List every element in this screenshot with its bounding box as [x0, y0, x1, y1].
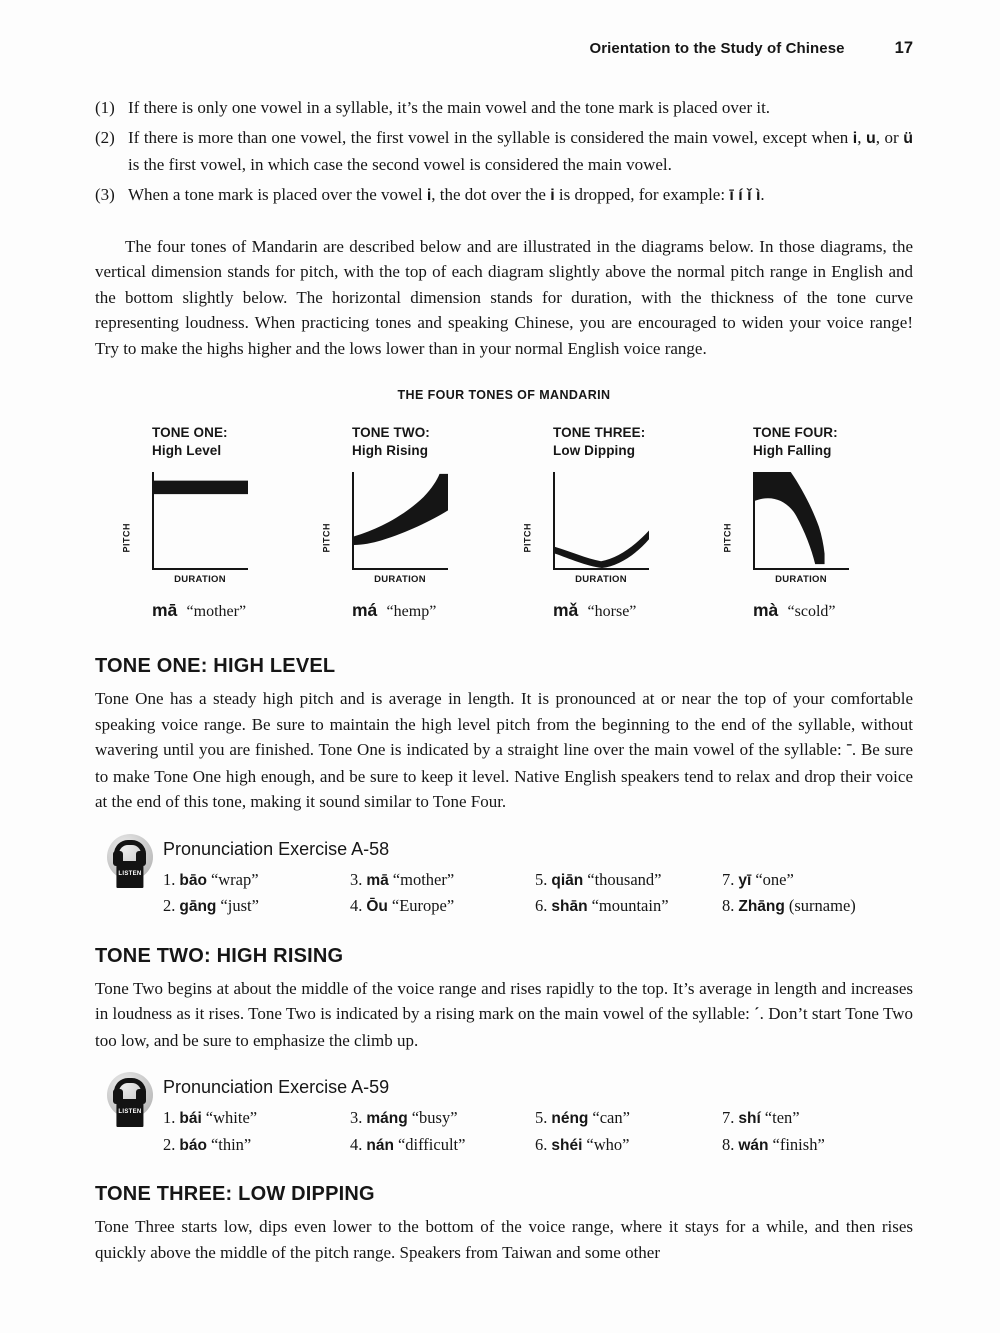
syllable: mā [152, 600, 178, 620]
exercise-column [350, 867, 535, 920]
exercise-column [722, 1105, 825, 1158]
item-gloss: “ten” [764, 1108, 800, 1127]
item-number: 8. [722, 1134, 735, 1154]
item-number: 4. [350, 1134, 363, 1154]
exercise-item [535, 1105, 722, 1132]
pronunciation-exercise-a59 [95, 1070, 913, 1158]
syllable-gloss: “mother” [186, 603, 247, 620]
item-pinyin: néng [551, 1110, 589, 1127]
exercise-item [535, 867, 722, 894]
exercise-item [722, 893, 856, 920]
tone-four-column [722, 424, 853, 625]
tone-title: TONE FOUR: [753, 425, 838, 440]
item-pinyin: shān [551, 898, 588, 915]
item-gloss: “difficult” [397, 1134, 466, 1154]
exercise-title: Pronunciation Exercise A-59 [163, 1077, 390, 1097]
four-tones-figure [95, 378, 913, 630]
tone-one-column [121, 424, 252, 625]
duration-axis-label: DURATION [575, 574, 627, 585]
item-number: 7. [722, 869, 735, 889]
exercise-item [535, 1132, 722, 1159]
item-text: When a tone mark is placed over the vowel i, the dot over the i is dropped, for example: ī í ǐ ì. [128, 185, 765, 204]
item-text: If there is more than one vowel, the first vowel in the syllable is considered the main vowel, except when i, u, or ü is the first vowel, in which case the second vowel is considered the main vowel. [128, 128, 913, 174]
item-pinyin: qiān [551, 871, 584, 889]
syllable-caption [553, 598, 653, 625]
item-pinyin: Ōu [366, 898, 388, 915]
item-number: 1. [163, 869, 176, 889]
tone-header [352, 424, 452, 459]
syllable-caption [352, 598, 452, 625]
exercise-column [163, 867, 350, 920]
item-gloss: “can” [592, 1108, 630, 1127]
item-gloss: “just” [220, 896, 259, 915]
high-falling-curve [755, 472, 849, 568]
section-heading-tone-one: TONE ONE: HIGH LEVEL [95, 655, 336, 677]
syllable-gloss: “hemp” [386, 603, 437, 620]
section-paragraph: Tone Three starts low, dips even lower to the bottom of the voice range, where it stays for a while, and then rises quickly above the middle of the pitch range. Speakers from Taiwan and some other [95, 1217, 913, 1262]
item-number: 7. [722, 1108, 735, 1127]
tone-four-chart [722, 472, 849, 570]
duration-axis-label: DURATION [775, 574, 827, 585]
exercise-title: Pronunciation Exercise A-58 [163, 838, 390, 859]
item-pinyin: Zhāng [738, 898, 785, 915]
exercise-item [535, 893, 722, 920]
item-pinyin: báo [179, 1136, 207, 1154]
item-pinyin: wán [738, 1136, 769, 1154]
item-text: If there is only one vowel in a syllable, it’s the main vowel and the tone mark is placed over it. [128, 97, 771, 117]
listen-label: LISTEN [116, 861, 143, 889]
item-marker: (3) [95, 185, 115, 204]
exercise-item [163, 893, 350, 920]
exercise-item [350, 1105, 535, 1132]
exercise-item [163, 867, 350, 894]
intro-paragraph: The four tones of Mandarin are described below and are illustrated in the diagrams below. In those diagrams, the vertical dimension stands for pitch, with the top of each diagram slightly above the normal pitch range in English and the bottom slightly below. The horizontal dimension stands for duration, with the thickness of the tone curve representing loudness. When practicing tones and speaking Chinese, you are encouraged to widen your voice range! Try to make the highs higher and the lows lower than in your normal English voice range. [95, 236, 913, 358]
item-gloss: “mother” [392, 869, 455, 889]
tone-subtitle: Low Dipping [553, 442, 636, 458]
exercise-word-list [163, 1105, 913, 1158]
section-heading-tone-two: TONE TWO: HIGH RISING [95, 944, 344, 967]
item-gloss: “one” [755, 869, 794, 889]
exercise-item [163, 1105, 350, 1132]
item-pinyin: shí [738, 1110, 761, 1127]
section-paragraph: Tone One has a steady high pitch and is average in length. It is pronounced at or near the top of your comfortable speaking voice range. Be sure to maintain the high level pitch from the beginning to the end of the syllable, without wavering until you are finished. Tone One is indicated by a straight line over the main vowel of the syllable: ˉ. Be sure to make Tone One high enough, and be sure to keep it level. Native English speakers tend to relax and drop their voice at the end of this tone, making it sound similar to Tone Four. [95, 689, 913, 811]
tone-title: TONE ONE: [152, 425, 228, 440]
tone-two-column [321, 424, 452, 625]
listen-label: LISTEN [116, 1099, 143, 1127]
pitch-axis-label: PITCH [722, 522, 733, 552]
exercise-item [722, 1105, 825, 1132]
item-gloss: “Europe” [391, 896, 455, 915]
exercise-item [722, 867, 856, 894]
item-number: 1. [163, 1108, 176, 1127]
duration-axis-label: DURATION [374, 574, 426, 585]
low-dipping-curve [555, 472, 649, 568]
exercise-body [163, 832, 913, 920]
item-number: 3. [350, 1108, 363, 1127]
list-item [95, 125, 913, 177]
exercise-column [350, 1105, 535, 1158]
item-marker: (2) [95, 128, 115, 147]
item-gloss: “who” [586, 1134, 630, 1154]
exercise-body [163, 1070, 913, 1158]
high-rising-curve [354, 472, 448, 568]
exercise-item [350, 1132, 535, 1159]
item-number: 6. [535, 896, 548, 915]
pronunciation-exercise-a58 [95, 832, 913, 920]
item-number: 5. [535, 869, 548, 889]
page-number: 17 [894, 39, 913, 57]
tone-subtitle: High Level [152, 442, 222, 458]
tone-three-column [522, 424, 653, 625]
listen-icon [107, 1072, 153, 1118]
tone-header [152, 424, 252, 459]
exercise-column [535, 867, 722, 920]
duration-axis-label: DURATION [174, 574, 226, 585]
tone-subtitle: High Falling [753, 442, 832, 458]
item-pinyin: bái [179, 1110, 202, 1127]
item-pinyin: nán [366, 1136, 394, 1154]
tone-three-chart [522, 472, 649, 570]
exercise-item [722, 1132, 825, 1159]
exercise-item [163, 1132, 350, 1159]
item-pinyin: mā [366, 871, 389, 889]
item-gloss: “finish” [772, 1134, 825, 1154]
tone-subtitle: High Rising [352, 442, 429, 458]
section-heading-tone-three: TONE THREE: LOW DIPPING [95, 1183, 375, 1205]
item-number: 3. [350, 869, 363, 889]
item-gloss: “thin” [210, 1134, 252, 1154]
section-paragraph: Tone Two begins at about the middle of the voice range and rises rapidly to the top. It’s average in length and increases in loudness as it rises. Tone Two is indicated by a rising mark on the main vowel of the syllable: ˊ. Don’t start Tone Two too low, and be sure to emphasize the climb up. [95, 978, 913, 1050]
running-head [95, 36, 913, 62]
tone-header [753, 424, 853, 459]
item-number: 2. [163, 896, 176, 915]
list-item [95, 182, 913, 209]
exercise-column [722, 867, 856, 920]
item-gloss: “mountain” [591, 896, 669, 915]
list-item [95, 95, 913, 121]
exercise-column [163, 1105, 350, 1158]
syllable: mà [753, 600, 779, 620]
item-pinyin: bāo [179, 871, 207, 889]
item-pinyin: gāng [179, 898, 217, 915]
item-gloss: (surname) [788, 896, 856, 915]
tone-mark-rules-list [95, 95, 913, 209]
syllable-gloss: “scold” [787, 603, 836, 620]
item-gloss: “white” [205, 1108, 258, 1127]
exercise-word-list [163, 867, 913, 920]
item-pinyin: shéi [551, 1136, 583, 1154]
tone-two-chart [321, 472, 448, 570]
tone-title: TONE TWO: [352, 425, 430, 440]
syllable-caption [152, 598, 252, 625]
item-pinyin: yī [738, 871, 752, 889]
high-level-curve [154, 472, 248, 568]
exercise-column [535, 1105, 722, 1158]
syllable-caption [753, 598, 853, 625]
listen-icon [107, 834, 153, 880]
exercise-item [350, 893, 535, 920]
syllable-gloss: “horse” [587, 603, 637, 620]
figure-title: THE FOUR TONES OF MANDARIN [397, 388, 611, 402]
exercise-item [350, 867, 535, 894]
item-pinyin: máng [366, 1110, 408, 1127]
item-number: 2. [163, 1134, 176, 1154]
pitch-axis-label: PITCH [321, 522, 332, 552]
item-number: 4. [350, 896, 363, 915]
pitch-axis-label: PITCH [121, 522, 132, 552]
item-gloss: “wrap” [210, 869, 259, 889]
running-title: Orientation to the Study of Chinese [589, 40, 845, 57]
tone-header [553, 424, 653, 459]
item-number: 5. [535, 1108, 548, 1127]
pitch-axis-label: PITCH [522, 522, 533, 552]
syllable: mǎ [553, 600, 579, 620]
item-number: 8. [722, 896, 735, 915]
item-number: 6. [535, 1134, 548, 1154]
item-gloss: “thousand” [587, 869, 662, 889]
syllable: má [352, 600, 378, 620]
tone-one-chart [121, 472, 248, 570]
item-marker: (1) [95, 97, 115, 117]
item-gloss: “busy” [411, 1108, 458, 1127]
tone-title: TONE THREE: [553, 425, 646, 440]
